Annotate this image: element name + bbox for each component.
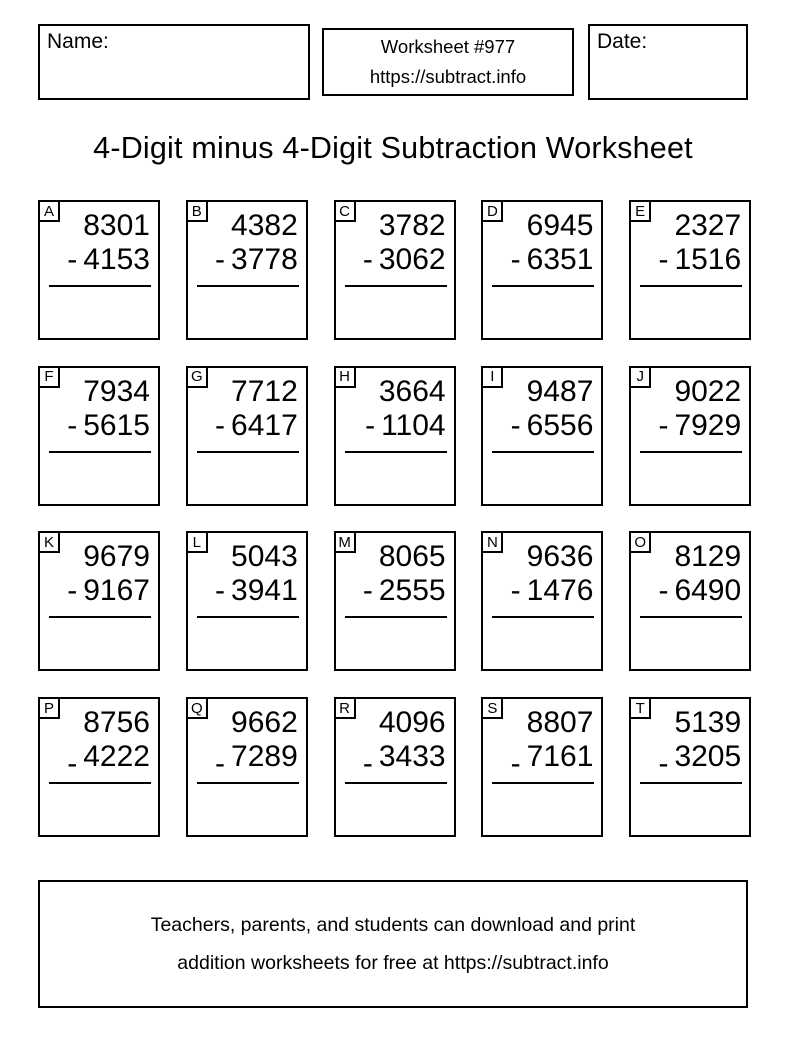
- subtrahend-row: [631, 574, 741, 608]
- answer-space: [483, 784, 601, 835]
- date-field-box: [588, 24, 748, 100]
- answer-space: [483, 453, 601, 504]
- subtrahend-row: [631, 409, 741, 443]
- problem-cell: [334, 697, 456, 837]
- minus-sign: -: [67, 747, 78, 781]
- page-title: 4-Digit minus 4-Digit Subtraction Worksheet: [93, 131, 693, 165]
- minuend: 8301: [83, 209, 150, 242]
- minus-sign: -: [362, 574, 373, 608]
- minuend: 4096: [378, 706, 446, 740]
- subtrahend: 3778: [231, 243, 298, 276]
- minus-sign: -: [215, 408, 226, 442]
- subtrahend: 6417: [231, 408, 298, 442]
- subtrahend-row: [40, 409, 150, 443]
- problem-numbers: [188, 706, 298, 781]
- answer-space: [336, 287, 454, 338]
- answer-space: [188, 784, 306, 835]
- subtrahend-row: [631, 740, 742, 781]
- problem-letter: F: [44, 368, 54, 386]
- footer-line: addition worksheets for free at https://subtract.info: [177, 952, 609, 974]
- problem-letter: O: [634, 533, 647, 551]
- problem-numbers: [631, 540, 741, 608]
- minus-sign: -: [365, 408, 376, 442]
- minus-sign: -: [510, 574, 521, 608]
- answer-space: [483, 287, 601, 338]
- minus-sign: -: [215, 243, 226, 276]
- answer-space: [336, 618, 454, 669]
- minuend: 2327: [674, 209, 742, 242]
- minus-sign: -: [362, 747, 373, 781]
- problem-cell: [629, 366, 751, 506]
- name-label: Name:: [47, 30, 109, 53]
- minuend: 5139: [674, 706, 742, 740]
- minuend: 4382: [231, 209, 298, 242]
- minus-sign: -: [67, 243, 78, 276]
- subtrahend-row: [336, 574, 446, 608]
- minuend: 3664: [378, 374, 446, 408]
- minuend: 8065: [378, 540, 446, 574]
- answer-space: [483, 618, 601, 669]
- minus-sign: -: [215, 574, 226, 608]
- subtrahend-row: [40, 574, 150, 608]
- problem-letter: E: [635, 202, 646, 220]
- answer-space: [631, 453, 749, 504]
- problem-numbers: [631, 706, 742, 781]
- answer-space: [40, 453, 158, 504]
- subtrahend: 1104: [381, 408, 446, 442]
- subtrahend-row: [188, 574, 298, 608]
- problem-letter: C: [339, 202, 351, 220]
- problem-cell: [481, 531, 603, 671]
- minuend: 7934: [83, 374, 150, 408]
- problem-cell: [186, 531, 308, 671]
- subtrahend: 2555: [378, 574, 446, 608]
- problem-numbers: [336, 209, 446, 277]
- subtrahend: 7289: [231, 740, 298, 774]
- subtrahend-row: [188, 409, 298, 443]
- minuend: 9487: [526, 374, 594, 408]
- minuend: 6945: [526, 209, 594, 242]
- minuend: 5043: [231, 540, 298, 574]
- problem-letter: P: [43, 699, 54, 717]
- minus-sign: -: [67, 574, 78, 608]
- problem-cell: [38, 697, 160, 837]
- subtrahend: 9167: [83, 574, 150, 608]
- subtrahend-row: [188, 243, 298, 277]
- subtrahend: 6351: [526, 243, 594, 276]
- subtrahend: 7929: [674, 408, 742, 442]
- problem-cell: [186, 697, 308, 837]
- problem-cell: [481, 200, 603, 340]
- problem-cell: [629, 531, 751, 671]
- problem-letter: G: [190, 368, 203, 386]
- minus-sign: -: [510, 243, 521, 276]
- problem-letter: B: [191, 202, 202, 220]
- problem-numbers: [40, 706, 150, 781]
- minuend: 8807: [526, 706, 594, 740]
- problem-letter: M: [338, 533, 351, 551]
- problem-numbers: [631, 209, 741, 277]
- problem-cell: [38, 200, 160, 340]
- problem-letter: D: [486, 202, 498, 220]
- problem-numbers: [40, 540, 150, 608]
- problem-letter: T: [635, 699, 645, 717]
- minus-sign: -: [510, 747, 521, 781]
- subtrahend-row: [483, 243, 593, 277]
- problem-cell: [334, 200, 456, 340]
- subtrahend: 3941: [231, 574, 298, 608]
- name-field-box: [38, 24, 310, 100]
- minus-sign: -: [658, 574, 669, 608]
- problem-letter: K: [43, 533, 54, 551]
- minuend: 3782: [378, 209, 446, 242]
- subtrahend: 1516: [674, 243, 742, 276]
- problem-numbers: [336, 375, 446, 443]
- subtrahend: 3433: [378, 740, 446, 774]
- minus-sign: -: [215, 747, 226, 781]
- minus-sign: -: [67, 408, 78, 442]
- problem-numbers: [336, 540, 446, 608]
- problem-numbers: [40, 209, 150, 277]
- subtrahend-row: [40, 740, 150, 781]
- problem-numbers: [40, 375, 150, 443]
- answer-space: [40, 784, 158, 835]
- subtrahend-row: [483, 409, 593, 443]
- problem-letter: R: [339, 699, 351, 717]
- problem-letter: A: [43, 202, 54, 220]
- worksheet-url: https://subtract.info: [369, 66, 527, 87]
- subtrahend: 6556: [526, 408, 594, 442]
- subtrahend-row: [188, 740, 298, 781]
- problem-numbers: [631, 375, 741, 443]
- minus-sign: -: [658, 408, 669, 442]
- subtrahend: 3205: [674, 740, 742, 774]
- problem-numbers: [483, 706, 594, 781]
- subtrahend-row: [336, 243, 446, 277]
- worksheet-number: Worksheet #977: [380, 36, 516, 57]
- answer-space: [188, 287, 306, 338]
- problem-cell: [334, 531, 456, 671]
- answer-space: [188, 453, 306, 504]
- minuend: 9636: [526, 540, 594, 574]
- subtrahend-row: [336, 740, 446, 781]
- problem-letter: L: [192, 533, 201, 551]
- minus-sign: -: [362, 243, 373, 276]
- minuend: 8756: [83, 706, 150, 740]
- subtrahend-row: [631, 243, 741, 277]
- problem-letter: Q: [190, 699, 203, 717]
- footer-line: Teachers, parents, and students can download and print: [150, 914, 636, 936]
- problem-numbers: [483, 209, 593, 277]
- subtrahend-row: [40, 243, 150, 277]
- subtrahend: 6490: [674, 574, 742, 608]
- answer-space: [631, 287, 749, 338]
- minus-sign: -: [658, 747, 669, 781]
- problem-cell: [38, 366, 160, 506]
- minuend: 9662: [231, 706, 298, 740]
- problem-letter: S: [487, 699, 498, 717]
- problem-cell: [629, 697, 751, 837]
- problem-letter: H: [339, 368, 351, 386]
- subtrahend: 7161: [526, 740, 594, 774]
- subtrahend-row: [483, 574, 593, 608]
- answer-space: [631, 784, 749, 835]
- minuend: 7712: [231, 374, 298, 408]
- answer-space: [336, 784, 454, 835]
- problem-cell: [38, 531, 160, 671]
- problem-numbers: [483, 540, 593, 608]
- problem-cell: [334, 366, 456, 506]
- problem-cell: [186, 366, 308, 506]
- minuend: 9022: [674, 374, 742, 408]
- subtrahend-row: [336, 409, 446, 443]
- subtrahend: 3062: [378, 243, 446, 276]
- date-label: Date:: [597, 30, 648, 53]
- subtrahend: 5615: [83, 408, 150, 442]
- problem-letter: N: [486, 533, 498, 551]
- minuend: 9679: [83, 540, 150, 574]
- answer-space: [631, 618, 749, 669]
- problem-numbers: [188, 375, 298, 443]
- answer-space: [40, 618, 158, 669]
- answer-space: [336, 453, 454, 504]
- problem-cell: [629, 200, 751, 340]
- subtrahend: 4222: [83, 740, 150, 774]
- problem-letter: J: [636, 368, 644, 386]
- problem-cell: [481, 697, 603, 837]
- subtrahend: 4153: [83, 243, 150, 276]
- subtrahend-row: [483, 740, 594, 781]
- problem-numbers: [483, 375, 593, 443]
- problem-numbers: [188, 209, 298, 277]
- footer-box: [38, 880, 748, 1008]
- problem-cell: [481, 366, 603, 506]
- worksheet-info-box: [322, 28, 574, 96]
- minuend: 8129: [674, 540, 742, 574]
- minus-sign: -: [658, 243, 669, 276]
- answer-space: [40, 287, 158, 338]
- problems-grid: [38, 200, 751, 837]
- problem-cell: [186, 200, 308, 340]
- problem-numbers: [188, 540, 298, 608]
- problem-letter: I: [490, 368, 495, 386]
- subtrahend: 1476: [526, 574, 594, 608]
- answer-space: [188, 618, 306, 669]
- minus-sign: -: [510, 408, 521, 442]
- problem-numbers: [336, 706, 446, 781]
